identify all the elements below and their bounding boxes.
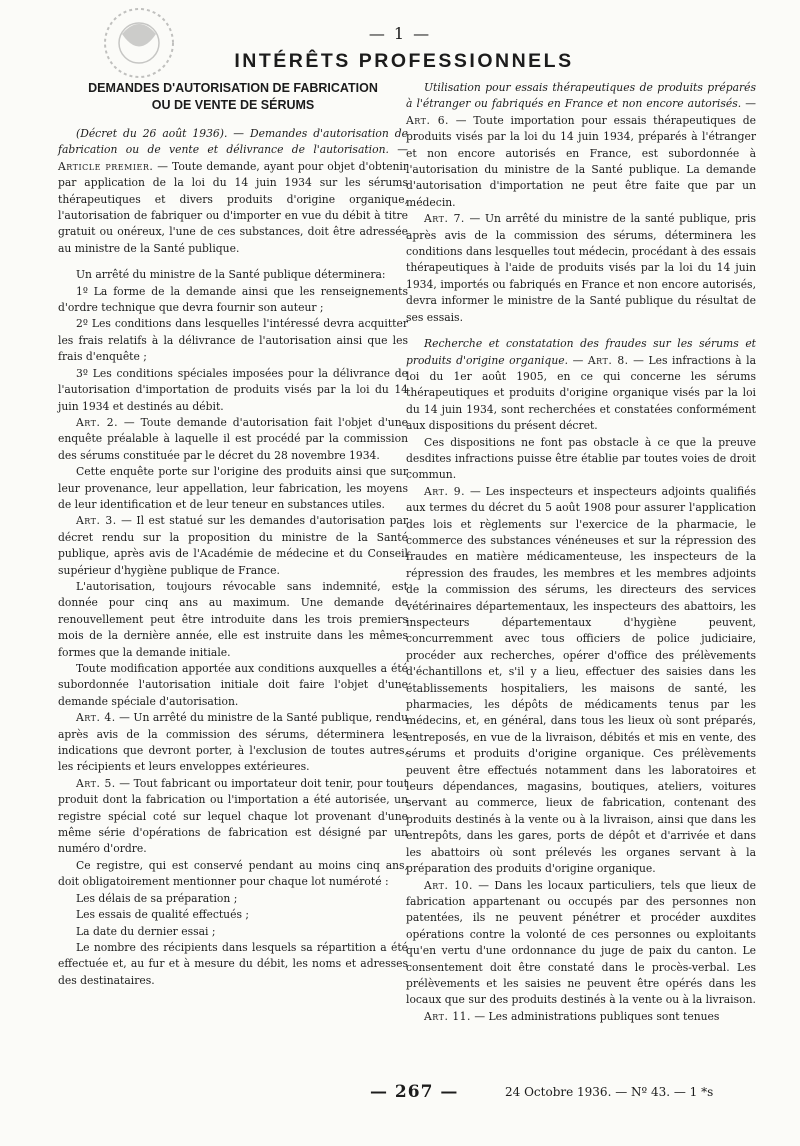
text-run: La date du dernier essai ; [76,924,216,938]
paragraph [58,316,408,365]
text-run: — Tout fabricant ou importateur doit tenir, pour tout produit dont la fabrication ou l'importation a été autorisée, un registre spécial coté sur lequel chaque lot provenant d'une même série d'opérations de fabrication est désigné par un numéro d'ordre. [58,776,408,856]
folio: — 267 — [370,1082,459,1102]
paragraph [406,1009,756,1025]
text-run: Ce registre, qui est conservé pendant au moins cinq ans, doit obligatoirement mentionner pour chaque lot numéroté : [58,858,408,889]
paragraph [58,464,408,513]
text-run: 3º Les conditions spéciales imposées pour la délivrance de l'autorisation d'importation de produits visés par la loi du 14 juin 1934 et destinés au débit. [58,366,408,413]
article-label: Art. 8. [587,353,629,367]
text-run: — Il est statué sur les demandes d'autorisation par décret rendu sur la proposition du ministre de la Santé publique, après avis de l'Académie de médecine et du Conseil supérieur d'hygiène publique de France. [58,514,408,577]
text-run: Le nombre des récipients dans lesquels sa répartition a été effectuée et, au fur et à mesure du débit, les noms et adresses des destinataires. [58,940,408,987]
text-run: — Les administrations publiques sont tenues [470,1009,720,1023]
paragraph [58,776,408,858]
section-heading: Utilisation pour essais thérapeutiques de produits préparés à l'étranger ou fabriqués en France et non encore autorisés. [406,81,756,111]
section-heading: (Décret du 26 août 1936). — Demandes d'autorisation de fabrication ou de vente et délivrance de l'autorisation. [58,127,408,157]
paragraph [58,126,408,257]
paragraph [58,267,408,283]
article-label: Art. 2. [76,415,119,429]
paragraph [406,336,756,434]
page-marker: — 1 — [368,24,432,43]
article-label: Art. 7. [424,212,465,226]
page-footer [0,1082,800,1106]
left-column [58,80,408,989]
paragraph [58,415,408,464]
article-label: Art. 3. [76,514,117,528]
paragraph [58,284,408,317]
article-label: Art. 11. [424,1009,471,1023]
paragraph [406,211,756,326]
text-run: Les délais de sa préparation ; [76,891,238,905]
paragraph [58,366,408,415]
article-title-line-2: OU DE VENTE DE SÉRUMS [151,98,315,112]
right-paragraphs [406,80,756,1025]
text-run: Ces dispositions ne font pas obstacle à ce que la preuve desdites infractions puisse être établie par toutes voies de droit commun. [406,435,756,482]
left-paragraphs [58,126,408,989]
text-run: — [388,143,408,157]
text-run: — Les inspecteurs et inspecteurs adjoints qualifiés aux termes du décret du 5 août 1908 pour assurer l'application des lois et règlements sur l'exercice de la pharmacie, le commerce des substances vénéneuses et sur la répression des fraudes en matière médicamenteuse, les inspecteurs de la répression des fraudes, les membres et les membres adjoints de la commission des sérums, les directeurs des services vétérinaires départementaux, les inspecteurs des abattoirs, les inspecteurs départementaux d'hygiène peuvent, concurremment avec tous officiers de police judiciaire, procéder aux recherches, opérer d'office des prélèvements d'échantillons et, s'il y a lieu, effectuer des saisies dans les établissements hospitaliers, les maisons de santé, les pharmacies, les dépôts de médicaments tenus par les médecins, et, en général, dans tous les lieux où sont préparés, entreposés, en vue de la livraison, débités et mis en vente, des sérums et produits d'origine organique. Ces prélèvements peuvent être effectués notamment dans les laboratoires et leurs dépendances, magasins, boutiques, ateliers, voitures servant au commerce, lieux de fabrication, contenant des produits destinés à la vente ou à la livraison, ainsi que dans les entrepôts, dans les gares, ports de dépôt et d'arrivée et dans les abattoirs où sont prélevés les organes servant à la préparation des produits d'origine organique. [406,484,757,876]
text-run: — Dans les locaux particuliers, tels que lieux de fabrication appartenant ou occupés par des personnes non patentées, ils ne peuvent pénétrer et procéder auxdites opérations contre la volonté de ces personnes ou exploitants qu'en vertu d'une ordonnance du juge de paix du canton. Le consentement doit être constaté dans le procès-verbal. Les prélèvements et les saisies ne peuvent être opérés dans les locaux que sur des produits destinés à la vente ou à la livraison. [406,878,756,1007]
paragraph [58,710,408,776]
paragraph [58,579,408,661]
paragraph [406,484,756,878]
text-run: Un arrêté du ministre de la Santé publique déterminera: [76,268,386,282]
paragraph [58,661,408,710]
article-label: Art. 4. [76,711,116,725]
article-label: Art. 9. [424,484,466,498]
paragraph [406,435,756,484]
text-run: — [741,97,756,111]
paragraph [58,924,408,940]
article-label: Art. 5. [76,776,116,790]
text-run: — Toute demande, ayant pour objet d'obtenir par application de la loi du 14 juin 1934 sur les sérums thérapeutiques et divers produits d'origine organique, l'autorisation de fabriquer ou d'importer en vue du débit à titre gratuit ou onéreux, l'une de ces substances, doit être adressée au ministre de la Santé publique. [58,159,408,255]
text-run: Les essais de qualité effectués ; [76,908,250,922]
text-run: — Toute demande d'autorisation fait l'objet d'une enquête préalable à laquelle il est procédé par la commission des sérums constituée par le décret du 28 novembre 1934. [58,415,408,462]
text-run: — Un arrêté du ministre de la Santé publique, rendu après avis de la commission des sérums, déterminera les indications que devront porter, à l'exclusion de toutes autres, les récipients et leurs enveloppes extérieures. [58,711,408,774]
library-stamp-icon [92,4,187,82]
section-heading: Recherche et constatation des fraudes sur les sérums et produits d'origine organique. [406,337,756,367]
running-head: INTÉRÊTS PROFESSIONNELS [234,50,574,72]
paragraph [58,907,408,923]
text-run: Toute modification apportée aux conditions auxquelles a été subordonnée l'autorisation initiale doit faire l'objet d'une demande spéciale d'autorisation. [58,662,408,708]
article-label: Art. 10. [424,878,473,892]
paragraph [406,80,756,211]
article-title [58,80,408,114]
article-title-line-1: DEMANDES D'AUTORISATION DE FABRICATION [88,81,378,95]
text-run: — Les infractions à la loi du 1er août 1905, en ce qui concerne les sérums thérapeutiques et produits d'origine organique visés par la loi du 14 juin 1934, sont recherchées et constatées conformément aux dispositions du présent décret. [406,353,756,433]
text-run: 2º Les conditions dans lesquelles l'intéressé devra acquitter les frais relatifs à la délivrance de l'autorisation ainsi que les frais d'enquête ; [58,317,408,364]
right-column [406,80,756,1025]
text-run: — [568,353,588,367]
text-run: 1º La forme de la demande ainsi que les renseignements d'ordre technique que devra fournir son auteur ; [58,284,408,315]
text-run: L'autorisation, toujours révocable sans indemnité, est donnée pour cinq ans au maximum. Une demande de renouvellement peut être introduite dans les trois premiers mois de la dernière année, elle est instruite dans les mêmes formes que la demande initiale. [58,579,408,659]
text-run: — Un arrêté du ministre de la santé publique, pris après avis de la commission des sérums, déterminera les conditions dans lesquelles tout médecin, procédant à des essais thérapeutiques à l'aide de produits visés par la loi du 14 juin 1934, importés ou fabriqués en France et non encore autorisés, devra informer le ministre de la Santé publique du résultat de ses essais. [406,212,756,324]
article-label: Art. 6. [406,113,449,127]
paragraph [58,858,408,891]
text-run: Cette enquête porte sur l'origine des produits ainsi que sur leur provenance, leur appellation, leur fabrication, les moyens de leur identification et de leur teneur en substances utiles. [58,465,408,511]
article-label: Article premier. [58,159,154,173]
text-run: — Toute importation pour essais thérapeutiques de produits visés par la loi du 14 juin 1934, préparés à l'étranger et non encore autorisés en France, est subordonnée à l'autorisation du ministre de la Santé publique. La demande d'autorisation d'importation ne peut être faite que par un médecin. [406,113,756,209]
paragraph [58,940,408,989]
paragraph [406,878,756,1009]
paragraph [58,513,408,579]
paragraph [58,891,408,907]
dateline: 24 Octobre 1936. — Nº 43. — 1 *s [505,1085,714,1099]
